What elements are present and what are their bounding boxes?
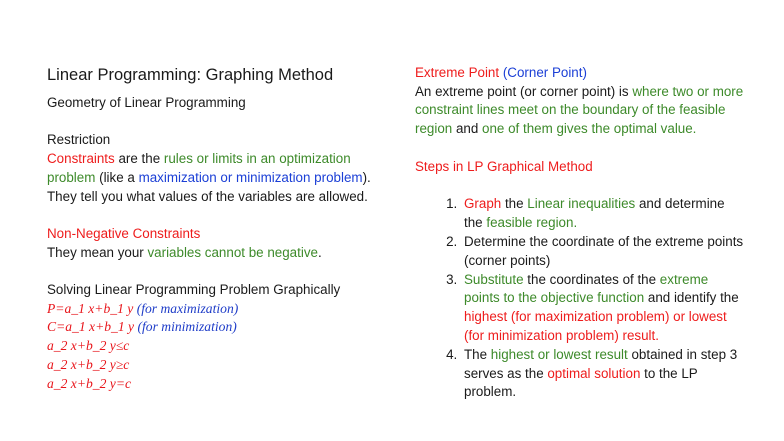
nonneg-phrase: variables cannot be negative bbox=[147, 244, 318, 260]
step-1 bbox=[461, 195, 745, 232]
formula-constraint-ge bbox=[47, 356, 392, 375]
text-fragment: (like a bbox=[95, 169, 139, 185]
text-fragment: to the LP problem. bbox=[464, 365, 698, 400]
nonneg-heading: Non-Negative Constraints bbox=[47, 225, 201, 241]
formula-expr: a_2 x+b_2 y=c bbox=[47, 375, 132, 391]
green-phrase: one of them gives the optimal value. bbox=[482, 121, 697, 137]
rules-phrase: rules or limits in an optimization problem bbox=[47, 151, 351, 185]
text-fragment: Determine the coordinate of the extreme points (corner points) bbox=[464, 233, 744, 268]
text-fragment: are the bbox=[114, 151, 164, 167]
text-fragment: feasible region. bbox=[486, 214, 578, 230]
tell-text: They tell you what values of the variables are allowed. bbox=[47, 188, 368, 204]
text-fragment: and bbox=[452, 121, 483, 137]
subtitle: Geometry of Linear Programming bbox=[47, 95, 246, 110]
formula-objective-max bbox=[47, 300, 392, 319]
text-fragment: obtained in step 3 serves as the bbox=[464, 347, 738, 381]
constraints-term: Constraints bbox=[47, 151, 115, 167]
text-fragment: The bbox=[464, 347, 491, 363]
text-fragment: An extreme point (or corner point) is bbox=[415, 83, 633, 99]
formula-objective-min bbox=[47, 318, 392, 337]
step-4 bbox=[461, 346, 745, 402]
left-column bbox=[47, 64, 392, 393]
text-fragment: Linear inequalities bbox=[527, 195, 636, 211]
nonneg-paragraph bbox=[47, 244, 392, 263]
step-2 bbox=[461, 233, 745, 270]
restriction-heading: Restriction bbox=[47, 132, 111, 148]
solving-heading: Solving Linear Programming Problem Graphically bbox=[47, 281, 341, 297]
formula-note: (for maximization) bbox=[136, 300, 239, 316]
text-fragment: the coordinates of the bbox=[523, 271, 660, 287]
text-fragment: Substitute bbox=[464, 271, 524, 287]
formula-note: (for minimization) bbox=[137, 319, 237, 335]
formula-expr: a_2 x+b_2 y≥c bbox=[47, 356, 130, 372]
extreme-heading-red: Extreme Point bbox=[415, 65, 500, 80]
text-fragment: highest or lowest result bbox=[490, 347, 628, 363]
text-fragment: the bbox=[501, 195, 528, 211]
step-3 bbox=[461, 271, 745, 346]
text-fragment: extreme points to the objective function bbox=[464, 271, 709, 306]
right-column bbox=[415, 64, 745, 403]
steps-heading: Steps in LP Graphical Method bbox=[415, 158, 593, 174]
formula-constraint-le bbox=[47, 337, 392, 356]
extreme-point-heading bbox=[415, 64, 745, 83]
steps-list bbox=[415, 195, 745, 402]
constraints-paragraph bbox=[47, 150, 392, 187]
maxmin-phrase: maximization or minimization problem bbox=[138, 169, 363, 185]
text-fragment: and identify the bbox=[644, 290, 739, 306]
page-title: Linear Programming: Graphing Method bbox=[47, 66, 334, 84]
formula-expr: a_2 x+b_2 y≤c bbox=[47, 338, 130, 354]
text-fragment: and determine the bbox=[464, 195, 725, 230]
green-phrase: where two or more constraint lines meet on the boundary of the feasible region bbox=[415, 83, 744, 137]
extreme-point-paragraph bbox=[415, 83, 745, 139]
formula-expr: C=a_1 x+b_1 y bbox=[47, 319, 135, 335]
formula-expr: P=a_1 x+b_1 y bbox=[47, 300, 134, 316]
text-fragment: ). bbox=[362, 169, 371, 185]
formula-constraint-eq bbox=[47, 375, 392, 394]
text-fragment: optimal solution bbox=[547, 365, 641, 381]
extreme-heading-blue: (Corner Point) bbox=[502, 65, 587, 80]
text-fragment: . bbox=[317, 244, 322, 260]
text-fragment: They mean your bbox=[47, 244, 148, 260]
text-fragment: Graph bbox=[464, 195, 502, 211]
text-fragment: highest (for maximization problem) or lowest (for minimization problem) result. bbox=[464, 309, 727, 343]
